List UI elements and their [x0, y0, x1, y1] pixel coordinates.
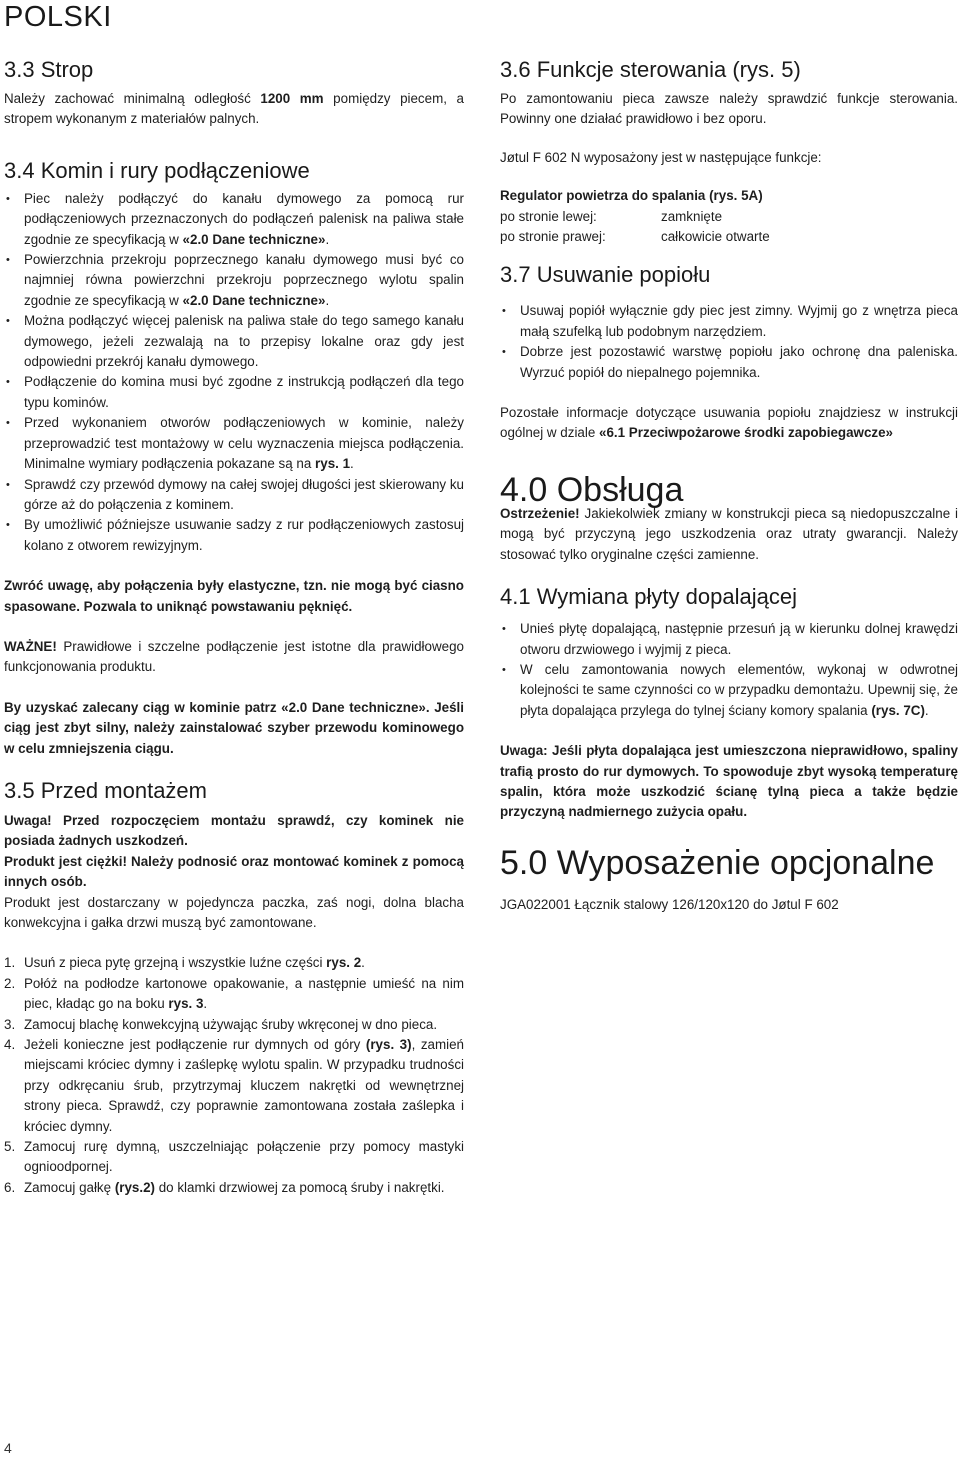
control-check-text: Po zamontowaniu pieca zawsze należy sprawdzić funkcje sterowania. Powinny one działać prawidłowo i bez oporu. — [500, 91, 958, 127]
delivery-text: Produkt jest dostarczany w pojedyncza paczka, zaś nogi, dolna blacha konwekcyjna i gałka drzwi muszą być zamontowane. — [4, 894, 464, 930]
page-number: 4 — [4, 1440, 12, 1456]
step-number: 6. — [4, 1179, 16, 1195]
elastic-connection-note: Zwróć uwagę, aby połączenia były elastyczne, tzn. nie mogą być ciasno spasowane. Pozwala to uniknąć powstawaniu pęknięć. — [4, 578, 464, 614]
section-3-6-title: 3.6 Funkcje sterowania (rys. 5) — [500, 57, 801, 82]
heavy-warning: Produkt jest ciężki! Należy podnosić oraz montować kominek z pomocą innych osób. — [4, 853, 464, 890]
section-3-5-title: 3.5 Przed montażem — [4, 777, 207, 803]
language-header: POLSKI — [4, 1, 112, 33]
list-item: • Unieś płytę dopalającą, następnie przesuń ją w kierunku dolnej krawędzi otworu drzwiowego i wyjmij z pieca. — [500, 619, 958, 660]
baffle-replacement-list — [500, 619, 958, 721]
section-3-3-title: 3.3 Strop — [4, 57, 94, 82]
step-item: 2. Połóż na podłodze kartonowe opakowanie, a następnie umieść na nim piec, kładąc go na boku rys. 3. — [4, 975, 464, 1012]
draft-note: By uzyskać zalecany ciąg w kominie patrz «2.0 Dane techniczne». Jeśli ciąg jest zbyt silny, należy zainstalować szyber przewodu kominowego w celu zmniejszenia ciągu. — [4, 699, 464, 756]
step-number: 5. — [4, 1139, 16, 1155]
list-item: • Usuwaj popiół wyłącznie gdy piec jest zimny. Wyjmij go z wnętrza pieca małą szufelką lub podobnym narzędziem. — [500, 301, 958, 342]
list-item: • Przed wykonaniem otworów podłączeniowych w kominie, należy przeprowadzić test montażowy w celu wyznaczenia miejsca podłączenia. Minimalne wymiary podłączenia pokazane są na rys. 1. — [4, 413, 464, 474]
regulator-left-row: po stronie lewej: zamknięte — [500, 208, 723, 224]
features-intro: Jøtul F 602 N wyposażony jest w następujące funkcje: — [500, 149, 822, 165]
section-3-7-title: 3.7 Usuwanie popiołu — [500, 262, 711, 288]
list-item: • Powierzchnia przekroju poprzecznego kanału dymowego musi być co najmniej równa powierzchni przekroju poprzecznego wylotu spalin zgodnie ze specyfikacją w «2.0 Dane techniczne». — [4, 250, 464, 311]
modification-warning: Ostrzeżenie! Jakiekolwiek zmiany w konstrukcji pieca są niedopuszczalne i mogą być przyczyną jego uszkodzenia oraz utraty gwarancji. Należy stosować tylko oryginalne części zamienne. — [500, 505, 958, 562]
chimney-requirements-list — [4, 189, 464, 556]
section-3-4-title: 3.4 Komin i rury podłączeniowe — [4, 157, 310, 183]
step-number: 4. — [4, 1037, 16, 1053]
section-4-0-title: 4.0 Obsługa — [500, 470, 684, 509]
ash-info-text: Pozostałe informacje dotyczące usuwania popiołu znajdziesz w instrukcji ogólnej w dziale «6.1 Przeciwpożarowe środki zapobiegawcze» — [500, 405, 958, 441]
list-item: • Sprawdź czy przewód dymowy na całej swojej długości jest skierowany ku górze aż do połączenia z kominem. — [4, 475, 464, 516]
list-item: • Dobrze jest pozostawić warstwę popiołu jako ochronę dna paleniska. Wyrzuć popiół do niepalnego pojemnika. — [500, 342, 958, 383]
ash-removal-list — [500, 301, 958, 383]
step-item: 6. Zamocuj gałkę (rys.2) do klamki drzwiowej za pomocą śruby i nakrętki. — [4, 1178, 464, 1198]
list-item: • W celu zamontowania nowych elementów, wykonaj w odwrotnej kolejności te same czynności co w przypadku demontażu. Upewnij się, że płyta dopalająca przylega do tylnej ściany komory spalania (rys. 7C). — [500, 660, 958, 721]
step-item: 1. Usuń z pieca pytę grzejną i wszystkie luźne części rys. 2. — [4, 953, 464, 973]
left-column — [4, 56, 464, 1198]
assembly-steps-list — [4, 953, 464, 1198]
optional-equipment-item: JGA022001 Łącznik stalowy 126/120x120 do Jøtul F 602 — [500, 896, 839, 912]
air-regulator-title: Regulator powietrza do spalania (rys. 5A) — [500, 188, 763, 204]
list-item: • Piec należy podłączyć do kanału dymowego za pomocą rur podłączeniowych przeznaczonych do podłączeń palenisk na paliwa stałe zgodnie ze specyfikacją w «2.0 Dane techniczne». — [4, 189, 464, 250]
list-item: • Podłączenie do komina musi być zgodne z instrukcją podłączeń dla tego typu kominów. — [4, 372, 464, 413]
step-number: 2. — [4, 975, 16, 991]
section-3-3-text: Należy zachować minimalną odległość 1200 mm pomiędzy piecem, a stropem wykonanym z materiałów palnych. — [4, 91, 464, 127]
step-number: 1. — [4, 955, 16, 971]
damage-warning: Uwaga! Przed rozpoczęciem montażu sprawdź, czy kominek nie posiada żadnych uszkodzeń. — [4, 812, 464, 849]
step-number: 3. — [4, 1016, 16, 1032]
step-item: 5. Zamocuj rurę dymną, uszczelniając połączenie przy pomocy mastyki ognioodpornej. — [4, 1139, 464, 1175]
baffle-warning: Uwaga: Jeśli płyta dopalająca jest umieszczona nieprawidłowo, spaliny trafią prosto do rur dymowych. To spowoduje zbyt wysoką temperaturę spalin, która może uszkodzić ścianę tylną pieca a także będzie przyczyną nadmiernego zużycia opału. — [500, 743, 958, 820]
section-5-0-title: 5.0 Wyposażenie opcjonalne — [500, 843, 935, 882]
section-4-1-title: 4.1 Wymiana płyty dopalającej — [500, 584, 797, 610]
right-column — [500, 56, 958, 915]
list-item: • By umożliwić późniejsze usuwanie sadzy z rur podłączeniowych zastosuj kolano z otworem rewizyjnym. — [4, 515, 464, 556]
list-item: • Można podłączyć więcej palenisk na paliwa stałe do tego samego kanału dymowego, jeżeli zezwalają na to przepisy lokalne oraz gdy jest odpowiedni przekrój kanału dymowego. — [4, 311, 464, 372]
regulator-right-row: po stronie prawej: całkowicie otwarte — [500, 229, 770, 245]
step-item: 4. Jeżeli konieczne jest podłączenie rur dymnych od góry (rys. 3), zamień miejscami króciec dymny i zaślepkę wylotu spalin. W przypadku trudności przy odkręcaniu śrub, przytrzymaj kluczem nakrętki od wewnętrznej strony pieca. Sprawdź, czy poprawnie zamontowana została zaślepka i króciec dymny. — [4, 1037, 464, 1134]
step-item: 3. Zamocuj blachę konwekcyjną używając śruby wkręconej w dno pieca. — [4, 1015, 464, 1035]
important-note: WAŻNE! Prawidłowe i szczelne podłączenie jest istotne dla prawidłowego funkcjonowania produktu. — [4, 638, 464, 675]
